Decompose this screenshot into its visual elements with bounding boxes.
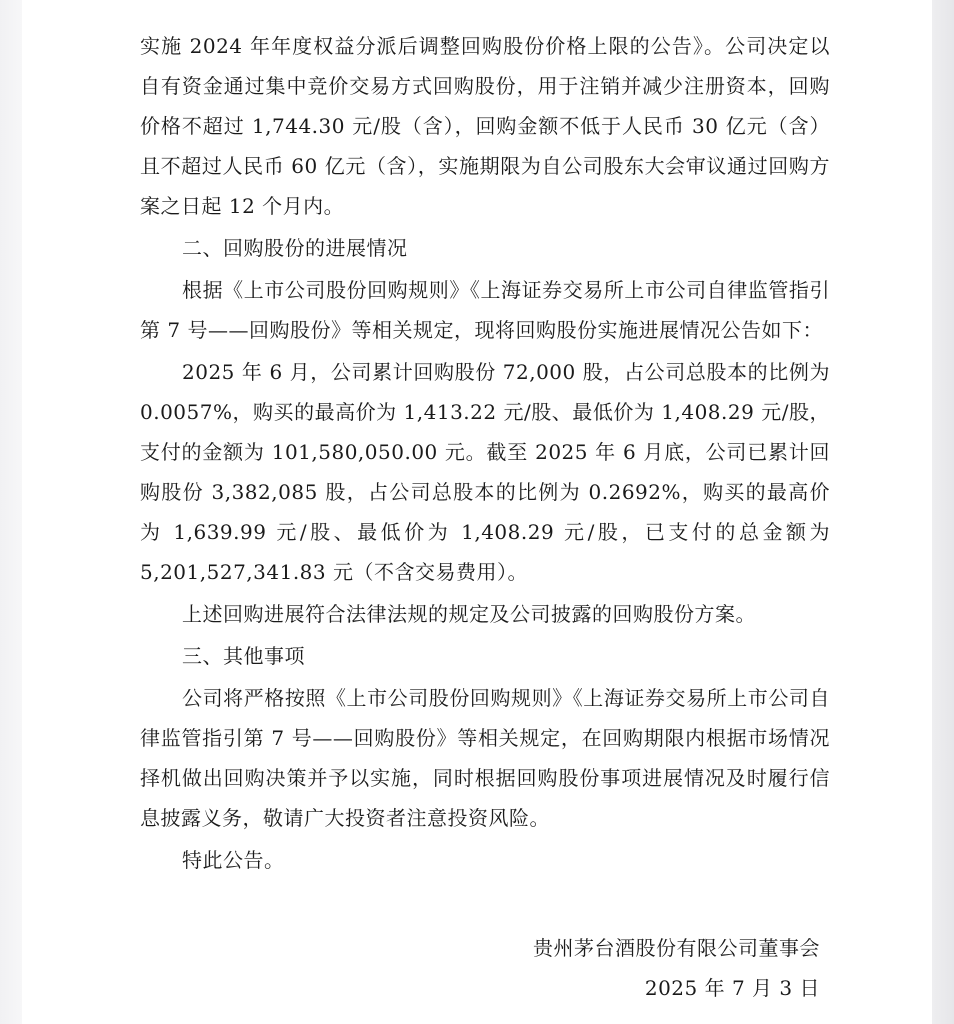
section-2-paragraph-1: 根据《上市公司股份回购规则》《上海证券交易所上市公司自律监管指引第 7 号——回购股份》等相关规定，现将回购股份实施进展情况公告如下： (140, 278, 830, 342)
document-page (22, 0, 932, 1024)
section-2-heading: 二、回购股份的进展情况 (182, 236, 408, 260)
section-2-paragraph-2: 2025 年 6 月，公司累计回购股份 72,000 股，占公司总股本的比例为 0.0057%，购买的最高价为 1,413.22 元/股、最低价为 1,408.29 元/股，支付的金额为 101,580,050.00 元。截至 2025 年 6 月底，公司已累计回购股份 3,382,085 股，占公司总股本的比例为 0.2692%，购买的最高价为 1,639.99 元/股、最低价为 1,408.29 元/股，已支付的总金额为 5,201,527,341.83 元（不含交易费用）。 (140, 360, 830, 584)
signature-organization: 贵州茅台酒股份有限公司董事会 (533, 936, 820, 960)
signature-date: 2025 年 7 月 3 日 (644, 976, 820, 1000)
section-3-paragraph-1: 公司将严格按照《上市公司股份回购规则》《上海证券交易所上市公司自律监管指引第 7 号——回购股份》等相关规定，在回购期限内根据市场情况择机做出回购决策并予以实施，同时根据回购股份事项进展情况及时履行信息披露义务，敬请广大投资者注意投资风险。 (140, 686, 830, 830)
page-left-margin (0, 0, 22, 1024)
intro-paragraph: 实施 2024 年年度权益分派后调整回购股份价格上限的公告》。公司决定以自有资金通过集中竞价交易方式回购股份，用于注销并减少注册资本，回购价格不超过 1,744.30 元/股（含），回购金额不低于人民币 30 亿元（含）且不超过人民币 60 亿元（含），实施期限为自公司股东大会审议通过回购方案之日起 12 个月内。 (140, 34, 830, 218)
page-right-margin (932, 0, 954, 1024)
closing-statement: 特此公告。 (182, 848, 285, 872)
document-body (140, 26, 830, 882)
section-2-paragraph-3: 上述回购进展符合法律法规的规定及公司披露的回购股份方案。 (182, 602, 756, 626)
section-3-heading: 三、其他事项 (182, 644, 305, 668)
